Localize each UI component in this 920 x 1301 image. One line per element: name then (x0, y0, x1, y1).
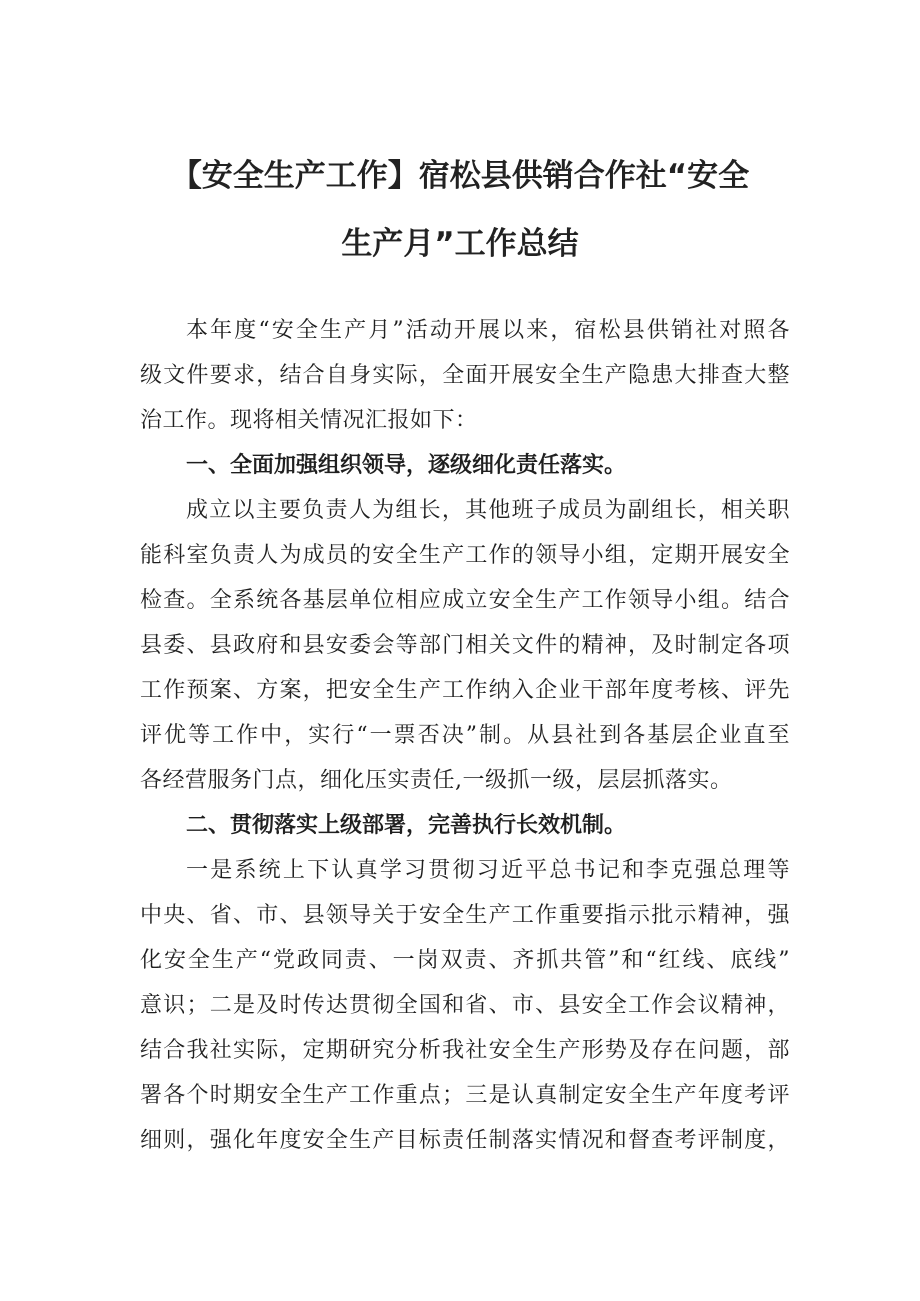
section-2-line: 细则，强化年度安全生产目标责任制落实情况和督查考评制度， (140, 1128, 790, 1153)
intro-line: 级文件要求，结合自身实际，全面开展安全生产隐患大排查大整 (140, 363, 790, 388)
section-1-line: 能科室负责人为成员的安全生产工作的领导小组，定期开展安全 (140, 543, 790, 568)
section-2-line: 结合我社实际，定期研究分析我社安全生产形势及存在问题，部 (140, 1038, 790, 1063)
section-2-line: 意识；二是及时传达贯彻全国和省、市、县安全工作会议精神， (140, 993, 790, 1018)
section-2-line: 中央、省、市、县领导关于安全生产工作重要指示批示精神，强 (140, 903, 790, 928)
section-2-heading: 二、贯彻落实上级部署，完善执行长效机制。 (186, 813, 627, 838)
section-2-line: 署各个时期安全生产工作重点；三是认真制定安全生产年度考评 (140, 1083, 790, 1108)
section-2-line: 化安全生产“党政同责、一岗双责、齐抓共管”和“红线、底线” (140, 948, 790, 973)
section-1-line: 成立以主要负责人为组长，其他班子成员为副组长，相关职 (186, 498, 790, 523)
section-1-line: 各经营服务门点，细化压实责任,一级抓一级，层层抓落实。 (140, 768, 733, 793)
section-1-heading: 一、全面加强组织领导，逐级细化责任落实。 (186, 453, 627, 478)
document-title-line-2: 生产月”工作总结 (341, 226, 579, 262)
intro-line: 本年度“安全生产月”活动开展以来，宿松县供销社对照各 (186, 318, 790, 343)
section-1-line: 评优等工作中，实行“一票否决”制。从县社到各基层企业直至 (140, 723, 790, 748)
document-title-line-1: 【安全生产工作】宿松县供销合作社“安全 (170, 158, 750, 194)
section-1-line: 工作预案、方案，把安全生产工作纳入企业干部年度考核、评先 (140, 678, 790, 703)
section-1-line: 检查。全系统各基层单位相应成立安全生产工作领导小组。结合 (140, 588, 790, 613)
section-2-line: 一是系统上下认真学习贯彻习近平总书记和李克强总理等 (186, 858, 790, 883)
intro-line: 治工作。现将相关情况汇报如下： (140, 408, 478, 433)
section-1-line: 县委、县政府和县安委会等部门相关文件的精神，及时制定各项 (140, 633, 790, 658)
